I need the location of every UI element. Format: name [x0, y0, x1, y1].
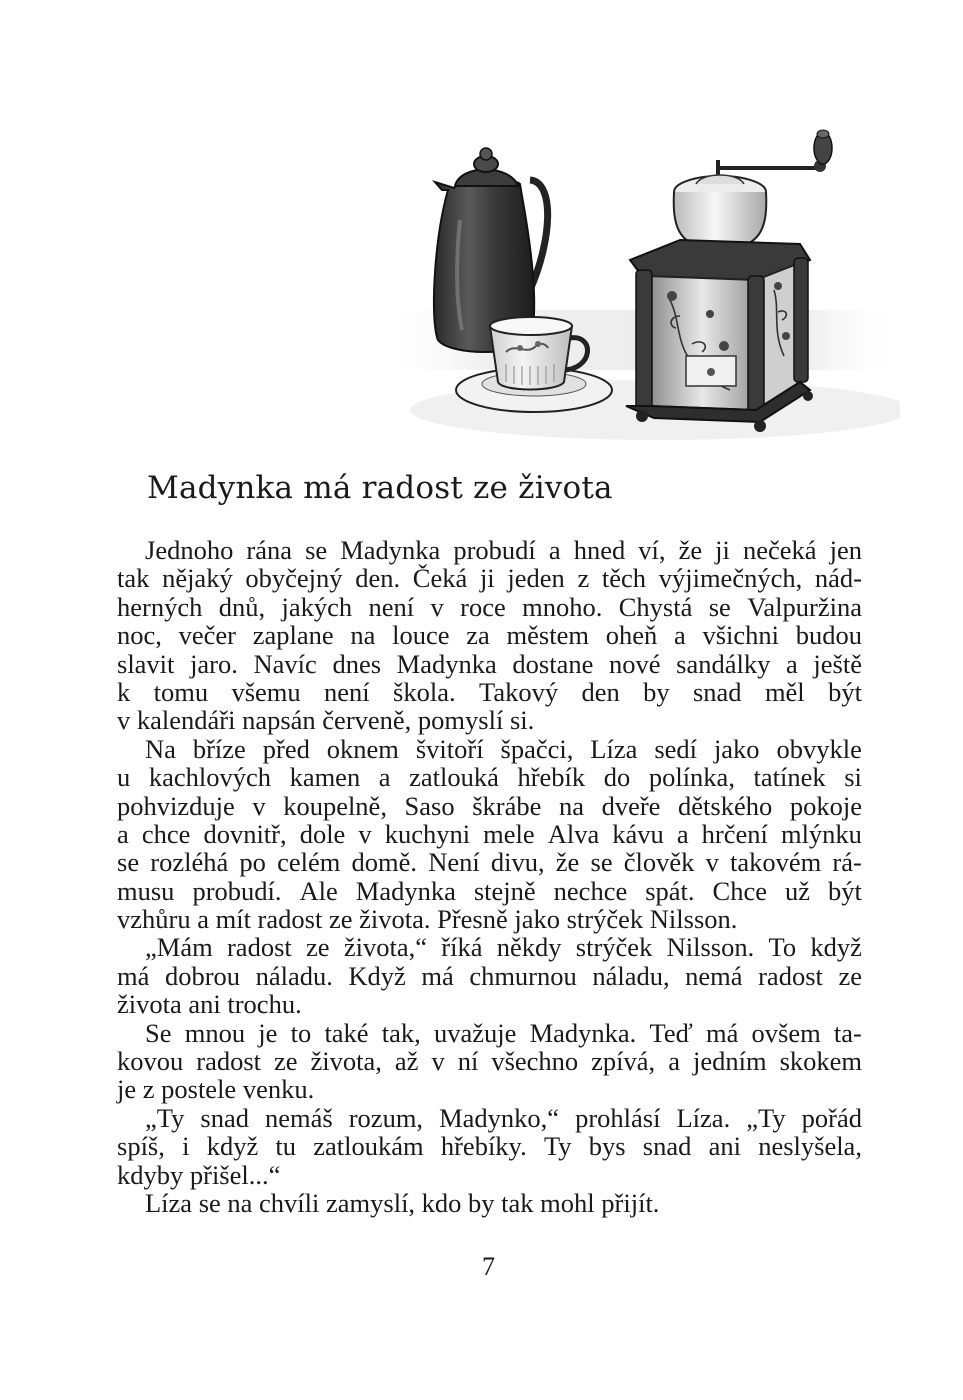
coffee-pot-cup-and-grinder-illustration	[380, 120, 900, 450]
text-line: noc, večer zaplane na louce za městem oheň a všichni budou	[117, 620, 862, 651]
text-line: kdyby přišel...“	[117, 1159, 281, 1190]
text-line: slavit jaro. Navíc dnes Madynka dostane nové sandálky a ještě	[117, 648, 862, 679]
chapter-title: Madynka má radost ze života	[147, 470, 613, 506]
text-line: se rozléhá po celém domě. Není divu, že se člověk v takovém rá-	[117, 847, 862, 878]
text-line: Na bříze před oknem švitoří špačci, Líza sedí jako obvykle	[145, 733, 862, 764]
text-line: musu probudí. Ale Madynka stejně nechce spát. Chce už být	[117, 875, 862, 906]
text-line: kovou radost ze života, až v ní všechno zpívá, a jedním skokem	[117, 1046, 862, 1077]
coffee-grinder	[626, 130, 832, 432]
text-line: Jednoho rána se Madynka probudí a hned ví, že ji nečeká jen	[145, 535, 862, 565]
text-line: „Mám radost ze života,“ říká někdy strýček Nilsson. To když	[145, 932, 862, 963]
text-line: u kachlových kamen a zatlouká hřebík do polínka, tatínek si	[117, 762, 862, 793]
text-line: herných dnů, jakých není v roce mnoho. Chystá se Valpuržina	[117, 591, 862, 622]
page-number: 7	[482, 1252, 495, 1281]
text-line: života ani trochu.	[117, 989, 302, 1020]
text-line: tak nějaký obyčejný den. Čeká ji jeden z těch výjimečných, nád-	[117, 563, 862, 594]
text-line: Líza se na chvíli zamyslí, kdo by tak mohl přijít.	[145, 1187, 660, 1218]
text-line: pohvizduje v koupelně, Saso škrábe na dveře dětského pokoje	[117, 790, 862, 821]
text-line: a chce dovnitř, dole v kuchyni mele Alva kávu a hrčení mlýnku	[117, 818, 862, 849]
text-line: Se mnou je to také tak, uvažuje Madynka. Teď má ovšem ta-	[145, 1017, 862, 1048]
text-line: v kalendáři napsán červeně, pomyslí si.	[117, 705, 535, 736]
text-line: k tomu všemu není škola. Takový den by snad měl být	[117, 676, 862, 707]
text-line: je z postele venku.	[117, 1074, 315, 1105]
text-line: „Ty snad nemáš rozum, Madynko,“ prohlásí Líza. „Ty pořád	[145, 1102, 862, 1133]
text-line: vzhůru a mít radost ze života. Přesně jako strýček Nilsson.	[117, 904, 738, 935]
text-line: má dobrou náladu. Když má chmurnou náladu, nemá radost ze	[117, 960, 862, 991]
text-line: spíš, i když tu zatloukám hřebíky. Ty bys snad ani neslyšela,	[117, 1131, 862, 1162]
chapter-body	[117, 536, 862, 1217]
